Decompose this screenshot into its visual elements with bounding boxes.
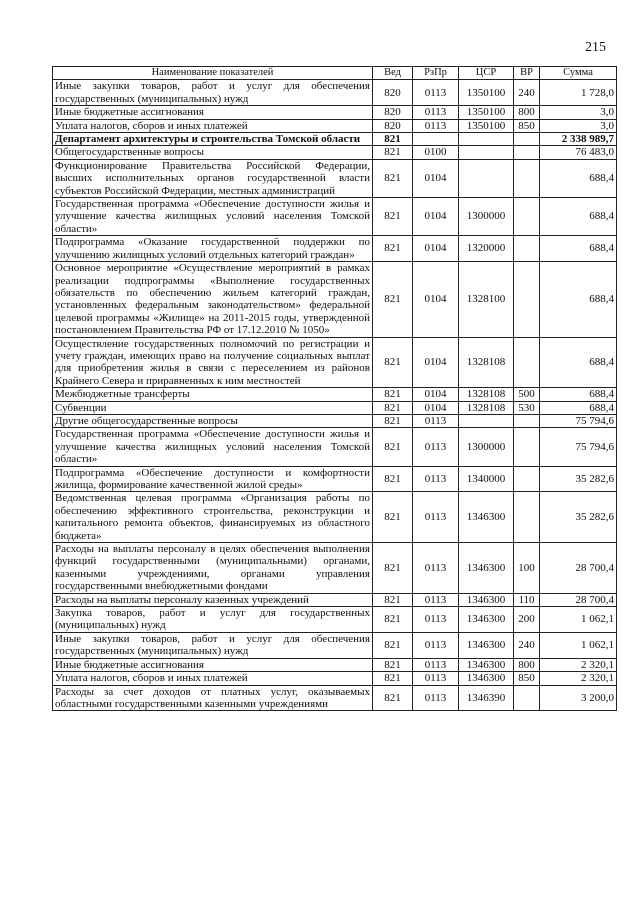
row-ved: 821 (373, 337, 413, 388)
row-rzpr: 0113 (413, 672, 459, 685)
row-sum: 75 794,6 (540, 414, 617, 427)
row-name: Расходы за счет доходов от платных услуг, оказываемых областными государственными казенными учреждениями (53, 685, 373, 711)
table-row (53, 414, 617, 427)
row-rzpr: 0100 (413, 146, 459, 159)
row-name: Иные закупки товаров, работ и услуг для обеспечения государственных (муниципальных) нужд (53, 80, 373, 106)
row-vr: 240 (514, 632, 540, 658)
row-sum: 1 728,0 (540, 80, 617, 106)
row-vr (514, 337, 540, 388)
row-ved: 821 (373, 388, 413, 401)
row-rzpr: 0113 (413, 428, 459, 466)
row-name: Функционирование Правительства Российской Федерации, высших исполнительных органов государственной власти субъектов Российской Федерации, местных администраций (53, 159, 373, 197)
row-sum: 688,4 (540, 262, 617, 337)
row-csr: 1346300 (459, 632, 514, 658)
row-rzpr: 0113 (413, 80, 459, 106)
row-sum: 75 794,6 (540, 428, 617, 466)
row-name: Расходы на выплаты персоналу казенных учреждений (53, 593, 373, 606)
row-ved: 821 (373, 428, 413, 466)
table-row (53, 401, 617, 414)
row-name: Осуществление государственных полномочий по регистрации и учету граждан, имеющих право на получение социальных выплат для приобретения жилья в связи с переселением из районов Крайнего Севера и приравненных к ним местностей (53, 337, 373, 388)
row-vr: 530 (514, 401, 540, 414)
row-ved: 821 (373, 492, 413, 543)
header-ved: Вед (373, 67, 413, 80)
row-name: Иные бюджетные ассигнования (53, 106, 373, 119)
row-ved: 821 (373, 672, 413, 685)
row-ved: 821 (373, 146, 413, 159)
row-ved: 821 (373, 543, 413, 594)
row-rzpr: 0104 (413, 198, 459, 236)
row-name: Другие общегосударственные вопросы (53, 414, 373, 427)
header-sum: Сумма (540, 67, 617, 80)
row-vr: 500 (514, 388, 540, 401)
row-csr: 1346300 (459, 593, 514, 606)
header-name: Наименование показателей (53, 67, 373, 80)
row-rzpr (413, 133, 459, 146)
table-row (53, 685, 617, 711)
row-csr (459, 133, 514, 146)
row-csr (459, 414, 514, 427)
row-vr (514, 133, 540, 146)
row-rzpr: 0113 (413, 492, 459, 543)
row-ved: 821 (373, 133, 413, 146)
row-rzpr: 0104 (413, 388, 459, 401)
row-rzpr: 0113 (413, 543, 459, 594)
row-vr: 850 (514, 119, 540, 132)
row-sum: 2 320,1 (540, 672, 617, 685)
row-csr: 1350100 (459, 80, 514, 106)
row-ved: 821 (373, 466, 413, 492)
row-sum: 3,0 (540, 119, 617, 132)
row-sum: 1 062,1 (540, 607, 617, 633)
table-row (53, 428, 617, 466)
row-ved: 820 (373, 106, 413, 119)
row-rzpr: 0113 (413, 106, 459, 119)
row-name: Подпрограмма «Обеспечение доступности и комфортности жилища, формирование качественной жилой среды» (53, 466, 373, 492)
row-ved: 821 (373, 401, 413, 414)
row-ved: 821 (373, 262, 413, 337)
row-rzpr: 0113 (413, 632, 459, 658)
row-sum: 3 200,0 (540, 685, 617, 711)
row-csr: 1346300 (459, 658, 514, 671)
header-csr: ЦСР (459, 67, 514, 80)
budget-table (52, 66, 617, 711)
row-rzpr: 0104 (413, 236, 459, 262)
row-csr: 1346300 (459, 607, 514, 633)
row-rzpr: 0104 (413, 262, 459, 337)
row-rzpr: 0104 (413, 337, 459, 388)
row-rzpr: 0113 (413, 466, 459, 492)
table-row (53, 159, 617, 197)
row-csr: 1328108 (459, 401, 514, 414)
row-csr: 1340000 (459, 466, 514, 492)
row-ved: 820 (373, 119, 413, 132)
row-vr: 240 (514, 80, 540, 106)
row-rzpr: 0113 (413, 658, 459, 671)
row-rzpr: 0113 (413, 414, 459, 427)
row-sum: 28 700,4 (540, 543, 617, 594)
row-csr: 1346300 (459, 543, 514, 594)
table-row (53, 80, 617, 106)
row-sum: 688,4 (540, 337, 617, 388)
table-row (53, 262, 617, 337)
row-vr: 200 (514, 607, 540, 633)
table-row (53, 236, 617, 262)
row-name: Подпрограмма «Оказание государственной поддержки по улучшению жилищных условий отдельных категорий граждан» (53, 236, 373, 262)
row-vr (514, 236, 540, 262)
row-name: Иные закупки товаров, работ и услуг для обеспечения государственных (муниципальных) нужд (53, 632, 373, 658)
row-vr (514, 492, 540, 543)
row-name: Уплата налогов, сборов и иных платежей (53, 672, 373, 685)
row-name: Субвенции (53, 401, 373, 414)
row-vr (514, 428, 540, 466)
row-vr: 800 (514, 106, 540, 119)
row-name: Ведомственная целевая программа «Организация работы по обеспечению эффективного строительства, реконструкции и капитального ремонта объектов, финансируемых из областного бюджета» (53, 492, 373, 543)
table-row (53, 146, 617, 159)
row-name: Государственная программа «Обеспечение доступности жилья и улучшение качества жилищных условий населения Томской области» (53, 428, 373, 466)
row-csr: 1320000 (459, 236, 514, 262)
row-csr: 1350100 (459, 106, 514, 119)
row-rzpr: 0104 (413, 401, 459, 414)
row-vr: 110 (514, 593, 540, 606)
row-csr: 1328108 (459, 388, 514, 401)
row-vr: 100 (514, 543, 540, 594)
table-body (53, 80, 617, 711)
row-name: Основное мероприятие «Осуществление мероприятий в рамках реализации подпрограммы «Выполнение государственных обязательств по обеспечению жильем категорий граждан, установленных федеральным законодательством» федеральной целевой программы «Жилище» на 2011-2015 годы, утвержденной постановлением Правительства РФ от 17.12.2010 № 1050» (53, 262, 373, 337)
table-row (53, 106, 617, 119)
row-csr: 1300000 (459, 198, 514, 236)
table-row (53, 388, 617, 401)
row-name: Межбюджетные трансферты (53, 388, 373, 401)
row-csr: 1346300 (459, 672, 514, 685)
row-sum: 688,4 (540, 401, 617, 414)
row-vr: 850 (514, 672, 540, 685)
table-row (53, 593, 617, 606)
row-sum: 3,0 (540, 106, 617, 119)
table-row (53, 658, 617, 671)
row-rzpr: 0113 (413, 593, 459, 606)
header-vr: ВР (514, 67, 540, 80)
row-ved: 821 (373, 198, 413, 236)
row-rzpr: 0113 (413, 607, 459, 633)
row-vr (514, 262, 540, 337)
row-sum: 2 338 989,7 (540, 133, 617, 146)
row-csr: 1328100 (459, 262, 514, 337)
row-sum: 76 483,0 (540, 146, 617, 159)
row-name: Департамент архитектуры и строительства Томской области (53, 133, 373, 146)
row-csr: 1346390 (459, 685, 514, 711)
row-vr (514, 198, 540, 236)
row-csr (459, 146, 514, 159)
table-row (53, 337, 617, 388)
row-csr: 1300000 (459, 428, 514, 466)
row-ved: 821 (373, 685, 413, 711)
row-sum: 688,4 (540, 388, 617, 401)
row-sum: 1 062,1 (540, 632, 617, 658)
row-csr: 1346300 (459, 492, 514, 543)
table-header-row (53, 67, 617, 80)
row-csr (459, 159, 514, 197)
row-sum: 688,4 (540, 236, 617, 262)
row-vr (514, 146, 540, 159)
table-row (53, 492, 617, 543)
table-row (53, 133, 617, 146)
row-sum: 688,4 (540, 198, 617, 236)
row-name: Уплата налогов, сборов и иных платежей (53, 119, 373, 132)
header-rzpr: РзПр (413, 67, 459, 80)
row-vr (514, 685, 540, 711)
row-vr (514, 414, 540, 427)
table-row (53, 607, 617, 633)
row-ved: 820 (373, 80, 413, 106)
row-name: Расходы на выплаты персоналу в целях обеспечения выполнения функций государственными (муниципальными) органами, казенными учреждениями, органами управления государственными внебюджетными фондами (53, 543, 373, 594)
row-name: Иные бюджетные ассигнования (53, 658, 373, 671)
row-ved: 821 (373, 414, 413, 427)
row-csr: 1328108 (459, 337, 514, 388)
row-name: Государственная программа «Обеспечение доступности жилья и улучшение качества жилищных условий населения Томской области» (53, 198, 373, 236)
row-vr: 800 (514, 658, 540, 671)
row-ved: 821 (373, 159, 413, 197)
row-sum: 35 282,6 (540, 466, 617, 492)
table-row (53, 672, 617, 685)
table-row (53, 632, 617, 658)
row-name: Общегосударственные вопросы (53, 146, 373, 159)
row-ved: 821 (373, 236, 413, 262)
row-sum: 2 320,1 (540, 658, 617, 671)
table-row (53, 543, 617, 594)
row-sum: 688,4 (540, 159, 617, 197)
page-number: 215 (585, 40, 606, 55)
row-ved: 821 (373, 607, 413, 633)
row-ved: 821 (373, 593, 413, 606)
row-vr (514, 466, 540, 492)
row-rzpr: 0113 (413, 119, 459, 132)
row-sum: 35 282,6 (540, 492, 617, 543)
row-csr: 1350100 (459, 119, 514, 132)
row-name: Закупка товаров, работ и услуг для государственных (муниципальных) нужд (53, 607, 373, 633)
row-ved: 821 (373, 658, 413, 671)
table-row (53, 198, 617, 236)
row-rzpr: 0113 (413, 685, 459, 711)
table-row (53, 119, 617, 132)
row-rzpr: 0104 (413, 159, 459, 197)
row-sum: 28 700,4 (540, 593, 617, 606)
table-row (53, 466, 617, 492)
row-ved: 821 (373, 632, 413, 658)
row-vr (514, 159, 540, 197)
